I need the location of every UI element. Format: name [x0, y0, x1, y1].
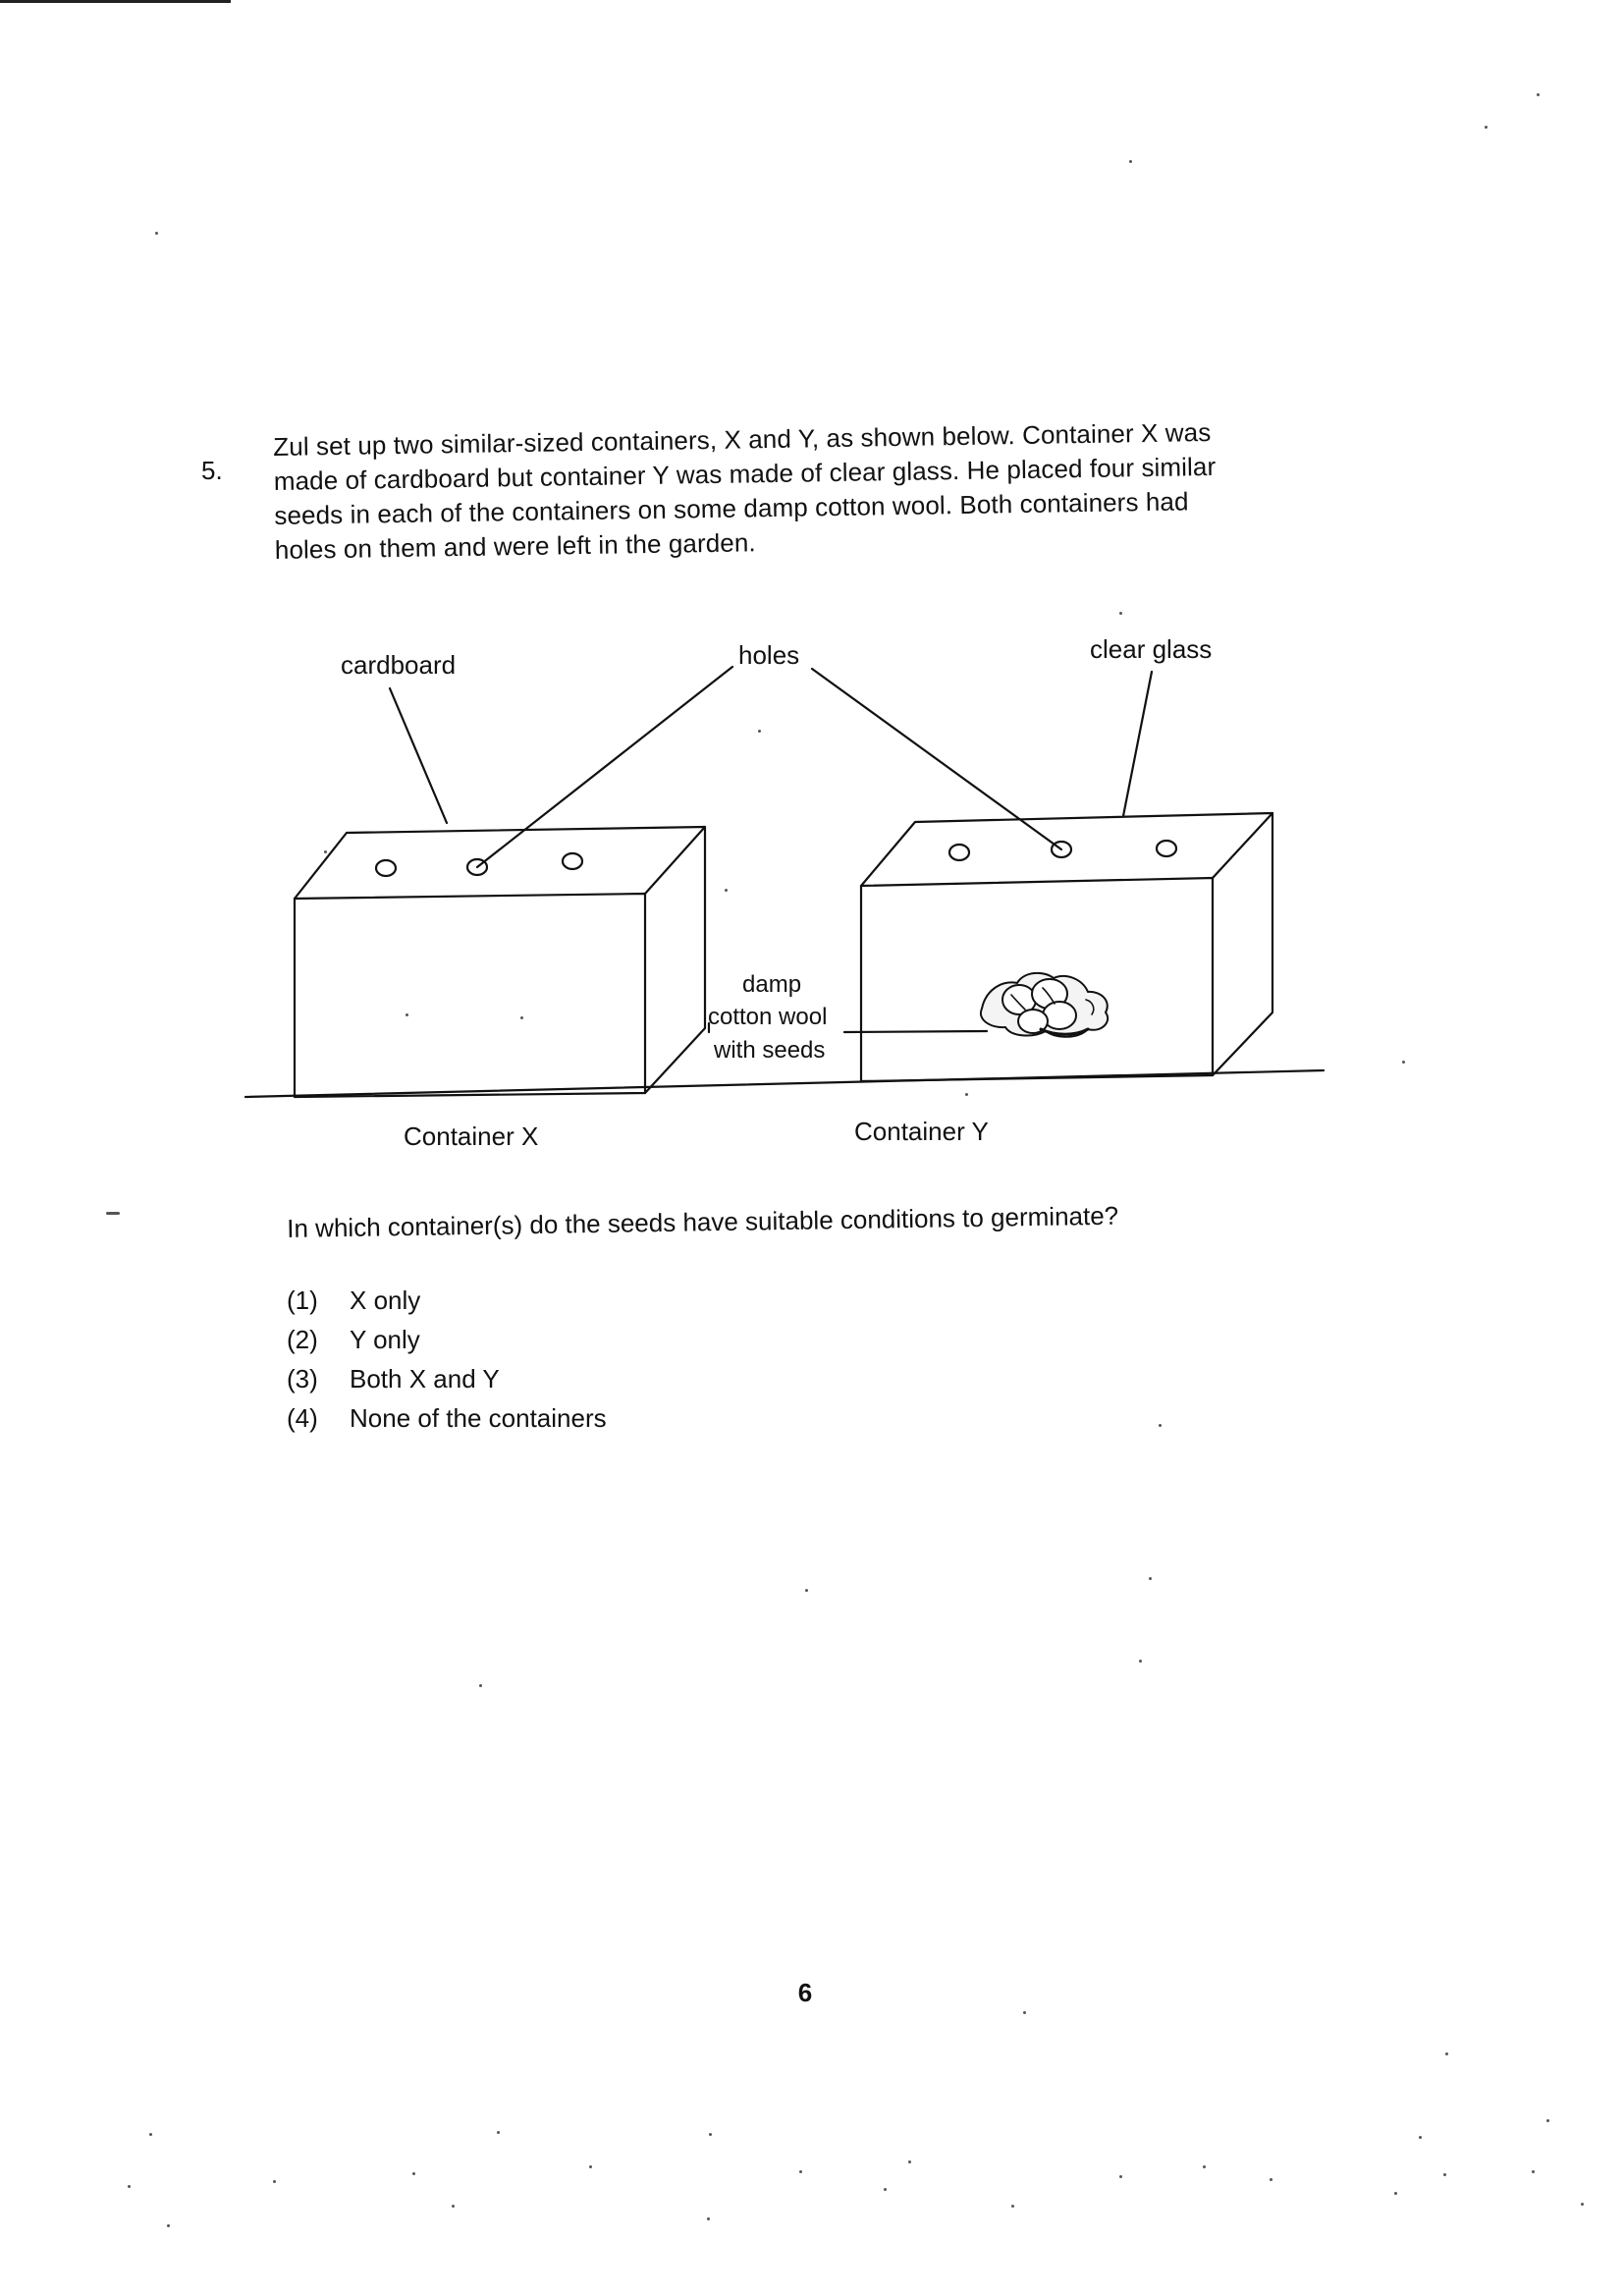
option-number: (1) — [287, 1285, 318, 1315]
container-x-front — [295, 894, 645, 1097]
container-y — [861, 813, 1272, 1081]
hole — [949, 845, 969, 860]
cotton-wool-with-seeds — [981, 973, 1108, 1037]
ground-line — [245, 1070, 1324, 1097]
option-number: (2) — [287, 1325, 318, 1354]
hole — [1157, 841, 1176, 856]
hole — [563, 853, 582, 869]
question-line: seeds in each of the containers on some damp cotton wool. Both containers had — [274, 486, 1189, 530]
label-damp: damp — [742, 971, 802, 998]
option-text: Both X and Y — [350, 1364, 500, 1394]
question-line: holes on them and were left in the garden. — [274, 527, 756, 565]
container-y-top — [861, 813, 1272, 886]
label-cardboard: cardboard — [341, 650, 457, 680]
label-clear-glass: clear glass — [1090, 634, 1213, 664]
leader-holes-x — [477, 667, 732, 867]
hole — [376, 860, 396, 876]
container-y-side — [1213, 813, 1272, 1075]
option-1[interactable] — [287, 1281, 607, 1320]
option-3[interactable] — [287, 1359, 607, 1398]
caption-container-x: Container X — [404, 1121, 539, 1151]
label-with-seeds: with seeds — [714, 1037, 826, 1064]
leader-clear-glass — [1123, 672, 1152, 816]
question-number: 5. — [201, 456, 223, 485]
leader-cardboard — [390, 688, 447, 823]
option-text: None of the containers — [350, 1403, 607, 1433]
label-cotton-wool: cotton wool — [708, 1004, 828, 1030]
option-text: X only — [350, 1285, 421, 1315]
leader-cotton-wool — [844, 1031, 987, 1032]
container-x-side — [645, 827, 705, 1093]
answer-options — [287, 1281, 607, 1438]
question-line: made of cardboard but container Y was made of clear glass. He placed four similar — [273, 451, 1217, 496]
container-x-top — [295, 827, 705, 899]
label-holes: holes — [738, 640, 800, 670]
question-line: Zul set up two similar-sized containers, X and Y, as shown below. Container X was — [273, 416, 1212, 462]
option-2[interactable] — [287, 1320, 607, 1359]
option-number: (4) — [287, 1403, 318, 1433]
caption-container-y: Container Y — [854, 1117, 989, 1146]
container-x — [295, 827, 705, 1097]
option-4[interactable] — [287, 1398, 607, 1438]
option-number: (3) — [287, 1364, 318, 1394]
question-prompt: In which container(s) do the seeds have suitable conditions to germinate? — [287, 1200, 1119, 1243]
page-number: 6 — [797, 1978, 813, 2007]
option-text: Y only — [350, 1325, 420, 1354]
